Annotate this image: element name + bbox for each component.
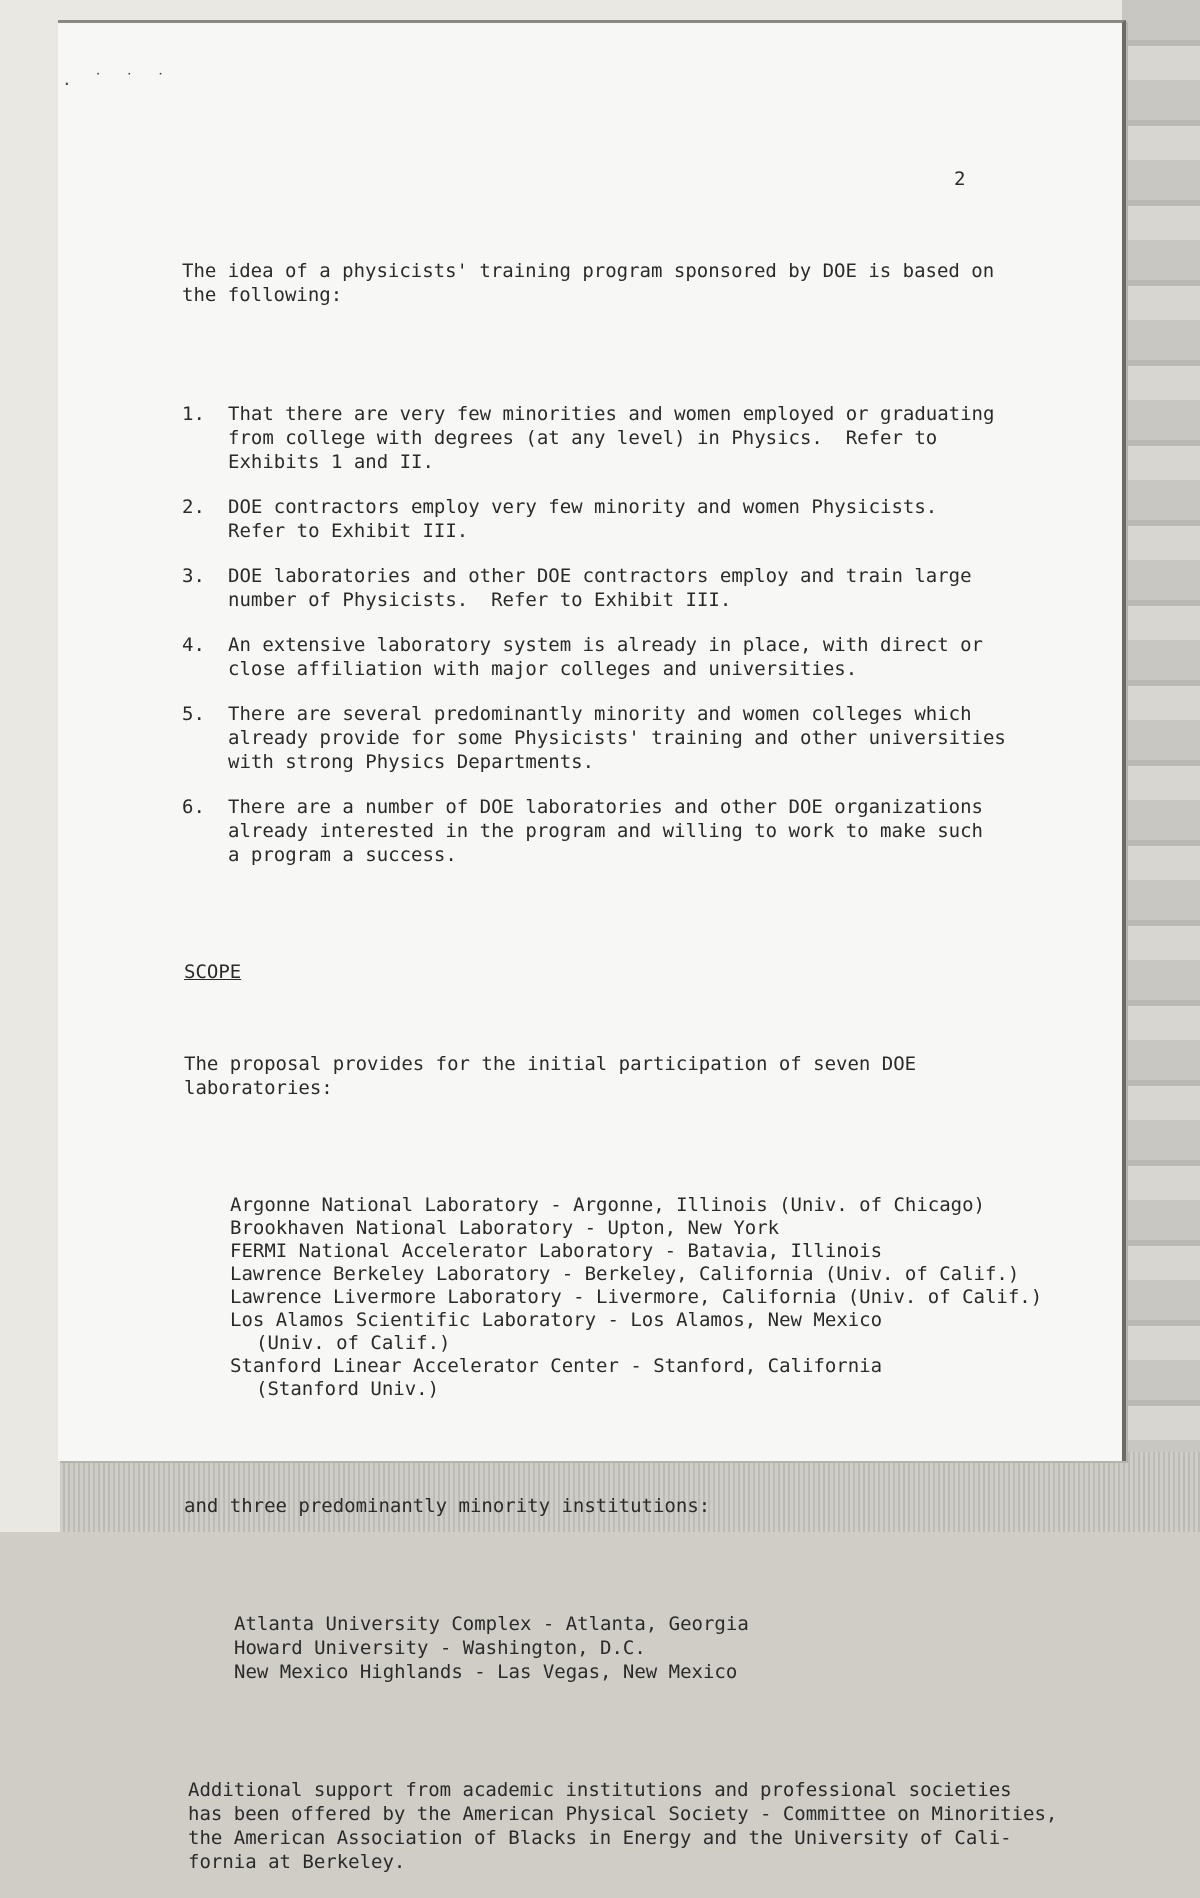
laboratory-entry: FERMI National Accelerator Laboratory - Batavia, Illinois — [230, 1240, 883, 1262]
list-item — [182, 702, 1062, 774]
laboratory-entry: Argonne National Laboratory - Argonne, Illinois (Univ. of Chicago) — [230, 1194, 985, 1216]
closing-paragraph: Additional support from academic institutions and professional societies has been offered by the American Physical Society - Committee on Minorities, the American Association of Blacks in Energy and the University of Cali- fornia at Berkeley. — [188, 1779, 1058, 1873]
laboratory-entry: Lawrence Livermore Laboratory - Livermore, California (Univ. of Calif.) — [230, 1286, 1043, 1308]
list-item — [182, 795, 1062, 867]
scan-edge-right — [1122, 0, 1200, 1532]
list-item-text: DOE laboratories and other DOE contractors employ and train large number of Physicists. Refer to Exhibit III. — [228, 565, 972, 611]
laboratory-list — [230, 1194, 1062, 1401]
scope-heading: SCOPE — [184, 961, 242, 983]
scope-intro: The proposal provides for the initial participation of seven DOE laboratories: — [184, 1053, 917, 1099]
list-item — [182, 495, 1062, 543]
list-item-number: 4. — [182, 634, 205, 656]
list-item-number: 2. — [182, 496, 205, 518]
laboratory-affiliation: (Stanford Univ.) — [256, 1378, 440, 1400]
list-item-number: 1. — [182, 403, 205, 425]
page-number: 2 — [954, 168, 966, 190]
institution-entry: Atlanta University Complex - Atlanta, Georgia — [234, 1613, 749, 1635]
list-item-text: DOE contractors employ very few minority and women Physicists. Refer to Exhibit III. — [228, 496, 938, 542]
institution-list — [234, 1612, 1062, 1684]
institution-entry: New Mexico Highlands - Las Vegas, New Mexico — [234, 1661, 738, 1683]
intro-paragraph: The idea of a physicists' training program sponsored by DOE is based on the following: — [182, 260, 995, 306]
list-item-text: That there are very few minorities and women employed or graduating from college with degrees (at any level) in Physics. Refer to Exhibits 1 and II. — [228, 403, 995, 473]
list-item — [182, 402, 1062, 474]
list-item — [182, 564, 1062, 612]
laboratory-entry: Los Alamos Scientific Laboratory - Los Alamos, New Mexico — [230, 1309, 883, 1331]
numbered-list — [182, 402, 1062, 867]
list-item-text: There are a number of DOE laboratories and other DOE organizations already interested in the program and willing to work to make such a program a success. — [228, 796, 983, 866]
laboratory-entry: Brookhaven National Laboratory - Upton, New York — [230, 1217, 780, 1239]
minority-intro: and three predominantly minority institutions: — [184, 1495, 711, 1517]
laboratory-affiliation: (Univ. of Calif.) — [256, 1332, 451, 1354]
laboratory-entry: Stanford Linear Accelerator Center - Stanford, California — [230, 1355, 883, 1377]
laboratory-entry: Lawrence Berkeley Laboratory - Berkeley, California (Univ. of Calif.) — [230, 1263, 1020, 1285]
list-item-number: 6. — [182, 796, 205, 818]
institution-entry: Howard University - Washington, D.C. — [234, 1637, 646, 1659]
list-item-text: There are several predominantly minority and women colleges which already provide for some Physicists' training and other universities with strong Physics Departments. — [228, 703, 1006, 773]
list-item — [182, 633, 1062, 681]
document-body — [182, 211, 1062, 1898]
margin-marks: . ˙ ˙ ˙ — [62, 70, 172, 89]
list-item-text: An extensive laboratory system is already in place, with direct or close affiliation with major colleges and universities. — [228, 634, 983, 680]
list-item-number: 5. — [182, 703, 205, 725]
list-item-number: 3. — [182, 565, 205, 587]
